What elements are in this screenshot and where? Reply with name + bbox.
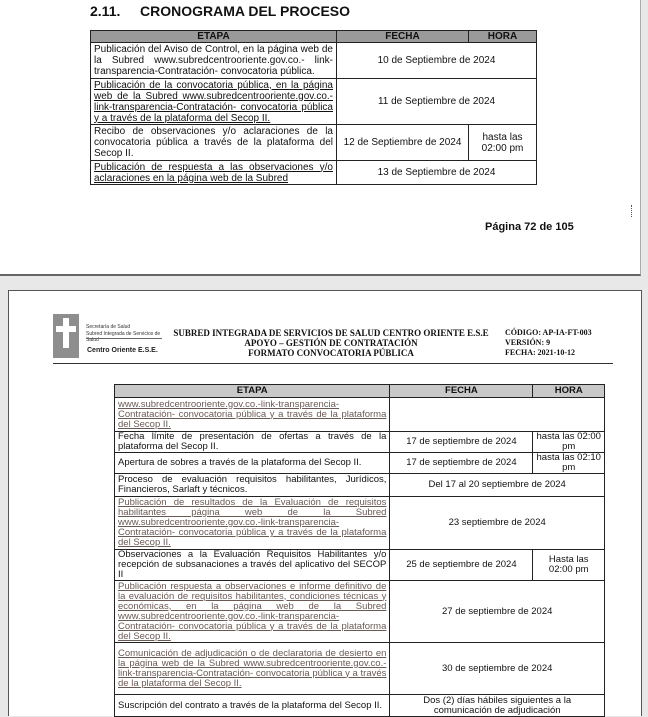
etapa-cell: Publicación del Aviso de Control, en la página web de la Subred www.subredcentrooriente.gov.co.- link-transparencia-Contratación- convocatoria pública. — [91, 43, 337, 79]
table-header-row — [115, 385, 605, 398]
text-cursor — [631, 205, 633, 217]
fecha-cell: Dos (2) días hábiles siguientes a la comunicación de adjudicación — [390, 695, 605, 717]
schedule-table-page-73 — [114, 384, 605, 717]
fecha-cell: 17 de septiembre de 2024 — [390, 453, 533, 474]
table-row — [115, 550, 605, 581]
table-row — [115, 432, 605, 453]
etapa-cell: Suscripción del contrato a través de la plataforma del Secop II. — [115, 695, 390, 717]
document-version: VERSIÓN: 9 — [505, 338, 551, 347]
header-fecha: FECHA — [337, 31, 469, 43]
table-row — [91, 161, 537, 185]
table-row — [91, 125, 537, 161]
document-date: FECHA: 2021-10-12 — [505, 348, 575, 357]
section-title: CRONOGRAMA DEL PROCESO — [140, 3, 351, 19]
etapa-cell: Recibo de observaciones y/o aclaraciones de la convocatoria pública a través de la plataforma del Secop II. — [91, 125, 337, 161]
fecha-cell: 12 de Septiembre de 2024 — [337, 125, 469, 161]
page-total: 105 — [555, 221, 574, 233]
fecha-cell: 23 septiembre de 2024 — [390, 497, 605, 550]
table-row — [115, 453, 605, 474]
etapa-cell: Publicación de respuesta a las observaciones y/o aclaraciones en la página web de la Subred — [91, 161, 337, 185]
document-page-72 — [0, 0, 641, 276]
fecha-cell: 17 de septiembre de 2024 — [390, 432, 533, 453]
table-row — [115, 497, 605, 550]
hora-cell: hasta las 02:10 pm — [533, 453, 605, 474]
fecha-cell: 30 de septiembre de 2024 — [390, 643, 605, 695]
table-row — [115, 474, 605, 497]
header-etapa: ETAPA — [115, 385, 390, 398]
etapa-cell: www.subredcentrooriente.gov.co.-link-transparencia-Contratación- convocatoria pública y a través de la plataforma del Secop II. — [115, 398, 390, 432]
header-etapa: ETAPA — [91, 31, 337, 43]
section-heading — [90, 3, 350, 19]
etapa-cell: Publicación respuesta a observaciones e informe definitivo de la evaluación de requisitos habilitantes, condiciones técnicas y económicas, en la página web de la Subred www.subredcentrooriente.gov.co.-link-transparencia-Contratación- convocatoria pública y a través de la plataforma del Secop II. — [115, 581, 390, 643]
logo-emblem-icon — [53, 314, 79, 358]
fecha-cell: Del 17 al 20 septiembre de 2024 — [390, 474, 605, 497]
document-code: CÓDIGO: AP-IA-FT-003 — [505, 328, 592, 337]
etapa-cell: Comunicación de adjudicación o de declaratoria de desierto en la página web de la Subred www.subredcentrooriente.gov.co.-link-transparencia-Contratación- convocatoria pública y a través de la plataforma del Secop II. — [115, 643, 390, 695]
schedule-table-page-72 — [90, 30, 537, 185]
logo-line-2: Subred Integrada de Servicios de Salud — [86, 331, 161, 343]
logo-line-1: Secretaría de Salud — [86, 324, 131, 330]
document-page-73 — [8, 290, 642, 716]
fecha-cell: 11 de Septiembre de 2024 — [337, 79, 537, 125]
fecha-cell: 27 de septiembre de 2024 — [390, 581, 605, 643]
table-row — [115, 398, 605, 432]
table-row — [91, 43, 537, 79]
page-number: Página 72 de 105 — [485, 221, 574, 233]
section-number: 2.11. — [90, 3, 121, 19]
hora-cell: Hasta las 02:00 pm — [533, 550, 605, 581]
etapa-cell: Publicación de resultados de la Evaluación de requisitos habilitantes página web de la Subred www.subredcentrooriente.gov.co.-link-transparencia-Contratación- convocatoria pública y a través de la plataforma del Secop II. — [115, 497, 390, 550]
header-hora: HORA — [469, 31, 537, 43]
etapa-cell: Apertura de sobres a través de la plataforma del Secop II. — [115, 453, 390, 474]
header-fecha: FECHA — [390, 385, 533, 398]
table-row — [115, 695, 605, 717]
table-header-row — [91, 31, 537, 43]
etapa-cell: Publicación de la convocatoria pública, en la página web de la Subred www.subredcentrooriente.gov.co.- link-transparencia-Contratación- convocatoria pública y a través de la plataforma del Secop II. — [91, 79, 337, 125]
document-header-title: SUBRED INTEGRADA DE SERVICIOS DE SALUD CENTRO ORIENTE E.S.E APOYO – GESTIÓN DE CONTRATACIÓN FORMATO CONVOCATORIA PÚBLICA — [173, 328, 489, 358]
logo-line-3: Centro Oriente E.S.E. — [87, 347, 158, 354]
table-row — [115, 643, 605, 695]
fecha-cell — [390, 398, 605, 432]
fecha-cell: 13 de Septiembre de 2024 — [337, 161, 537, 185]
subred-logo — [53, 314, 165, 362]
hora-cell: hasta las 02:00 pm — [533, 432, 605, 453]
table-row — [91, 79, 537, 125]
etapa-cell: Proceso de evaluación requisitos habilitantes, Jurídicos, Financieros, Sarlaft y técnicos. — [115, 474, 390, 497]
etapa-cell: Fecha límite de presentación de ofertas a través de la plataforma del Secop II. — [115, 432, 390, 453]
document-header-meta — [505, 328, 592, 358]
etapa-cell: Observaciones a la Evaluación Requisitos Habilitantes y/o recepción de subsanaciones a través del aplicativo del SECOP II — [115, 550, 390, 581]
fecha-cell: 25 de septiembre de 2024 — [390, 550, 533, 581]
fecha-cell: 10 de Septiembre de 2024 — [337, 43, 537, 79]
page-current: 72 — [524, 221, 537, 233]
header-hora: HORA — [533, 385, 605, 398]
table-row — [115, 581, 605, 643]
hora-cell: hasta las 02:00 pm — [469, 125, 537, 161]
